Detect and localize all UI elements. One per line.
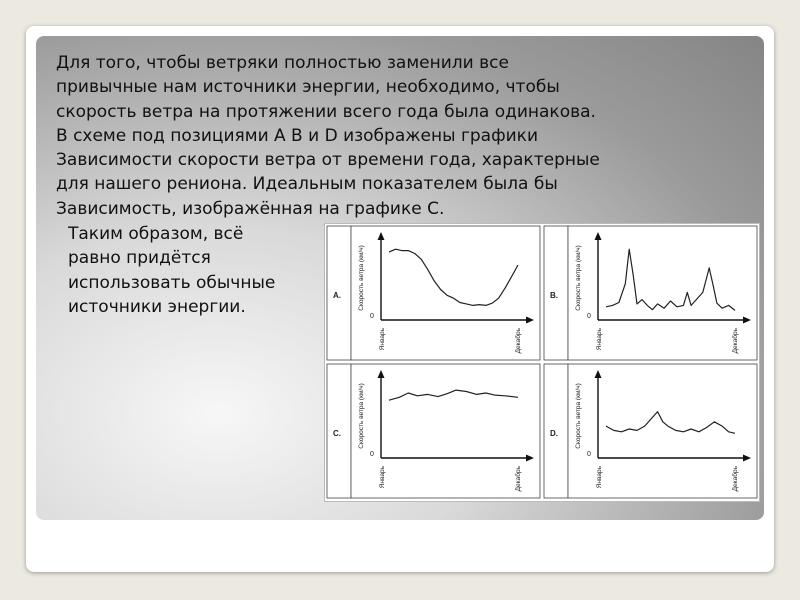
- charts-svg: [325, 224, 759, 501]
- origin-label: 0: [587, 313, 591, 320]
- y-axis-label: Скорость ветра (км/ч): [575, 383, 582, 449]
- conclusion-line: Таким образом, всё: [68, 224, 244, 244]
- x-end-label: Декабрь: [732, 466, 739, 492]
- x-start-label: Январь: [596, 328, 603, 351]
- x-start-label: Январь: [379, 466, 386, 489]
- chart-panel: [327, 364, 540, 498]
- x-start-label: Январь: [379, 328, 386, 351]
- y-axis-label: Скорость ветра (км/ч): [358, 245, 365, 311]
- chart-panel: [327, 226, 540, 360]
- main-text-line: скорость ветра на протяжении всего года была одинакова.: [56, 101, 596, 122]
- x-start-label: Январь: [596, 466, 603, 489]
- origin-label: 0: [370, 451, 374, 458]
- main-text-line: В схеме под позициями А В и D изображены графики: [56, 125, 539, 146]
- conclusion-text: [68, 222, 328, 319]
- y-axis-label: Скорость ветра (км/ч): [358, 383, 365, 449]
- main-text-line: Для того, чтобы ветряки полностью заменили все: [56, 53, 509, 73]
- origin-label: 0: [587, 451, 591, 458]
- wind-speed-charts-figure: [324, 223, 760, 502]
- conclusion-line: использовать обычные: [68, 272, 276, 293]
- panel-label: B.: [550, 291, 558, 300]
- chart-panel: [544, 364, 757, 498]
- chart-panel: [544, 226, 757, 360]
- main-text: [56, 51, 696, 221]
- conclusion-line: равно придётся: [68, 248, 211, 269]
- origin-label: 0: [370, 313, 374, 320]
- panel-label: D.: [550, 429, 558, 438]
- x-end-label: Декабрь: [732, 328, 739, 354]
- main-text-line: Зависимости скорости ветра от времени года, характерные: [56, 150, 600, 171]
- panel-label: A.: [333, 291, 341, 300]
- conclusion-line: источники энергии.: [68, 296, 246, 317]
- main-text-line: привычные нам источники энергии, необходимо, чтобы: [56, 77, 560, 98]
- main-text-line: Зависимость, изображённая на графике С.: [56, 198, 445, 219]
- panel-label: C.: [333, 429, 341, 438]
- main-text-line: для нашего рениона. Идеальным показателем была бы: [56, 174, 558, 195]
- y-axis-label: Скорость ветра (км/ч): [575, 245, 582, 311]
- x-end-label: Декабрь: [515, 466, 522, 492]
- x-end-label: Декабрь: [515, 328, 522, 354]
